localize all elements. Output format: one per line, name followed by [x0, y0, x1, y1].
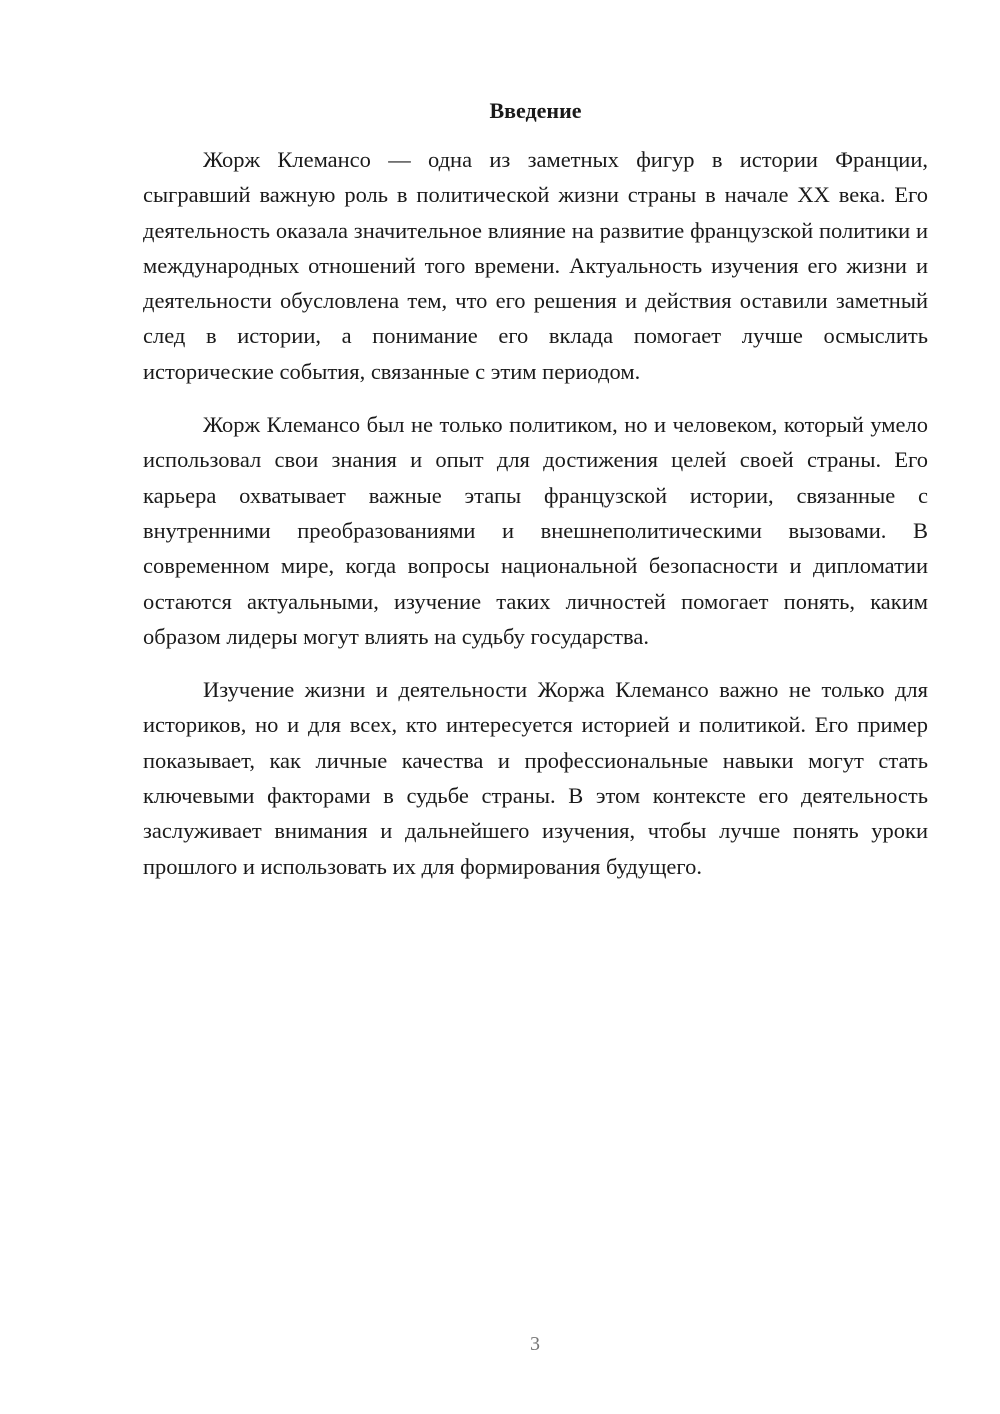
paragraph-1: Жорж Клемансо — одна из заметных фигур в истории Франции, сыгравший важную роль в политической жизни страны в начале XX века. Его деятельность оказала значительное влияние на развитие французской политики и международных отношений того времени. Актуальность изучения его жизни и деятельности обусловлена тем, что его решения и действия оставили заметный след в истории, а понимание его вклада помогает лучше осмыслить исторические события, связанные с этим периодом. [143, 147, 928, 384]
paragraph-3: Изучение жизни и деятельности Жоржа Клемансо важно не только для историков, но и для всех, кто интересуется историей и политикой. Его пример показывает, как личные качества и профессиональные навыки могут стать ключевыми факторами в судьбе страны. В этом контексте его деятельность заслуживает внимания и дальнейшего изучения, чтобы лучше понять уроки прошлого и использовать их для формирования будущего. [143, 677, 928, 879]
page-number: 3 [530, 1333, 540, 1355]
body-text [143, 142, 928, 902]
paragraph-2: Жорж Клемансо был не только политиком, но и человеком, который умело использовал свои знания и опыт для достижения целей своей страны. Его карьера охватывает важные этапы французской истории, связанные с внутренними преобразованиями и внешнеполитическими вызовами. В современном мире, когда вопросы национальной безопасности и дипломатии остаются актуальными, изучение таких личностей помогает понять, каким образом лидеры могут влиять на судьбу государства. [143, 412, 928, 649]
section-heading: Введение [489, 98, 582, 123]
